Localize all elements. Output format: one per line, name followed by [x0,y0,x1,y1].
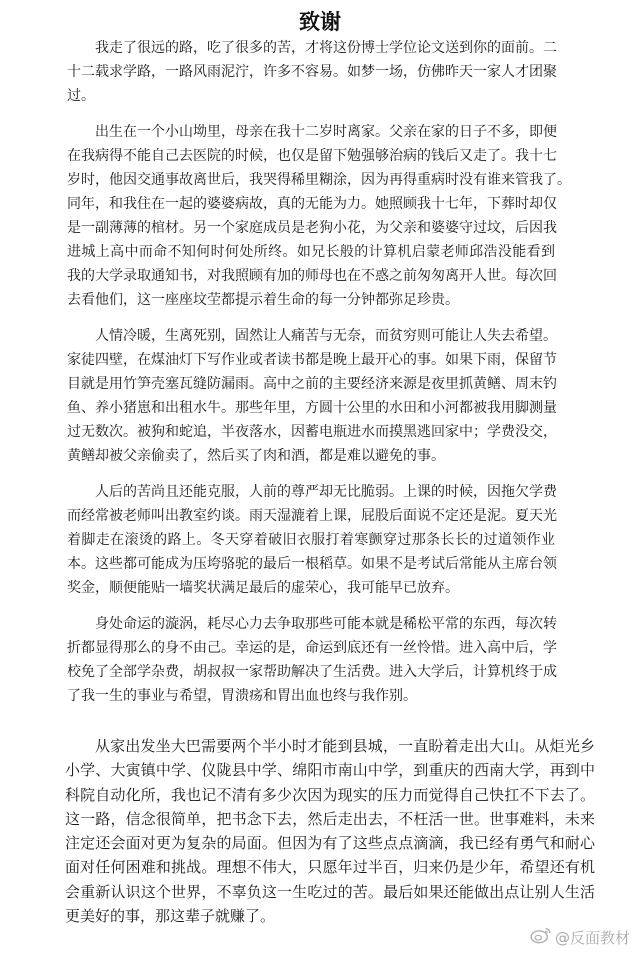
text-line: 面对任何困难和挑战。理想不伟大，只愿年过半百，归来仍是少年，希望还有机 [65,858,595,877]
watermark [530,926,630,948]
text-line: 过。 [67,88,95,104]
acknowledgement-section-2 [65,734,595,940]
text-line: 从家出发坐大巴需要两个半小时才能到县城，一直盼着走出大山。从炬光乡 [95,737,595,755]
text-line: 小学、大寅镇中学、仪陇县中学、绵阳市南山中学，到重庆的西南大学，再到中 [65,761,595,780]
text-line: 着脚走在滚烫的路上。冬天穿着破旧衣服打着寒颤穿过那条长长的过道领作业 [67,532,555,548]
text-line: 注定还会面对更为复杂的局面。但因为有了这些点点滴滴，我已经有勇气和耐心 [65,834,595,853]
text-line: 十二载求学路，一路风雨泥泞，许多不容易。如梦一场，仿佛昨天一家人才团聚 [67,64,557,80]
text-line: 在我病得不能自己去医院的时候，也仅是留下勉强够治病的钱后又走了。我十七 [67,148,557,164]
text-line: 黄鳝却被父亲偷卖了，然后买了肉和酒，都是难以避免的事。 [67,448,445,464]
weibo-icon [530,926,552,948]
paragraph [67,612,555,708]
text-line: 校免了全部学杂费，胡叔叔一家帮助解决了生活费。进入大学后，计算机终于成 [67,664,557,680]
text-line: 同年，和我住在一起的婆婆病故，真的无能为力。她照顾我十七年，下葬时却仅 [67,196,557,212]
text-line: 奖金，顺便能贴一墙奖状满足最后的虚荣心，我可能早已放弃。 [67,580,459,596]
paragraph [65,734,595,928]
text-line: 本。这些都可能成为压垮骆驼的最后一根稻草。如果不是考试后常能从主席台领 [67,556,557,572]
text-line: 科院自动化所，我也记不清有多少次因为现实的压力而觉得自己快扛不下去了。 [65,785,595,804]
text-line: 我的大学录取通知书，对我照顾有加的师母也在不惑之前匆匆离开人世。每次回 [67,268,557,284]
text-line: 岁时，他因交通事故离世后，我哭得稀里糊涂，因为再得重病时没有谁来管我了。 [67,172,571,188]
text-line: 而经常被老师叫出教室约谈。雨天湿漉着上课，屁股后面说不定还是泥。夏天光 [67,508,557,524]
text-line: 去看他们，这一座座坟茔都提示着生命的每一分钟都弥足珍贵。 [67,292,459,308]
text-line: 身处命运的漩涡，耗尽心力去争取那些可能本就是稀松平常的东西，每次转 [95,616,557,632]
text-line: 是一副薄薄的棺材。另一个家庭成员是老狗小花，为父亲和婆婆守过坟，后因我 [67,220,557,236]
text-line: 家徒四壁，在煤油灯下写作业或者读书都是晚上最开心的事。如果下雨，保留节 [67,352,557,368]
text-line: 会重新认识这个世界，不辜负这一生吃过的苦。最后如果还能做出点让别人生活 [65,882,595,901]
text-line: 人后的苦尚且还能克服，人前的尊严却无比脆弱。上课的时候，因拖欠学费 [95,484,557,500]
paragraph [67,480,555,600]
text-line: 过无数次。被狗和蛇追，半夜落水，因蓄电瓶进水而摸黑逃回家中；学费没交， [67,424,557,440]
paragraph [67,36,555,108]
text-line: 折都显得那么的身不由己。幸运的是，命运到底还有一丝怜惜。进入高中后，学 [67,640,557,656]
text-line: 目就是用竹笋壳塞瓦缝防漏雨。高中之前的主要经济来源是夜里抓黄鳝、周末钓 [67,376,557,392]
text-line: 了我一生的事业与希望，胃溃疡和胃出血也终与我作别。 [67,688,417,704]
text-line: 出生在一个小山坳里，母亲在我十二岁时离家。父亲在家的日子不多，即便 [95,124,557,140]
watermark-text: @反面教材 [554,928,630,947]
text-line: 进城上高中而命不知何时何处所终。如兄长般的计算机启蒙老师邱浩没能看到 [67,244,555,260]
text-line: 人情冷暖，生离死别，固然让人痛苦与无奈，而贫穷则可能让人失去希望。 [95,328,557,344]
paragraph [67,324,555,468]
text-line: 我走了很远的路，吃了很多的苦，才将这份博士学位论文送到你的面前。二 [95,40,557,56]
text-line: 更美好的事，那这辈子就赚了。 [65,907,276,926]
text-line: 这一路，信念很简单，把书念下去，然后走出去，不枉活一世。世事难料，未来 [65,809,595,828]
page-title: 致谢 [299,10,341,34]
text-line: 鱼、养小猪崽和出租水牛。那些年里，方圆十公里的水田和小河都被我用脚测量 [67,400,557,416]
paragraph [67,120,571,312]
acknowledgement-section-1 [67,36,571,720]
